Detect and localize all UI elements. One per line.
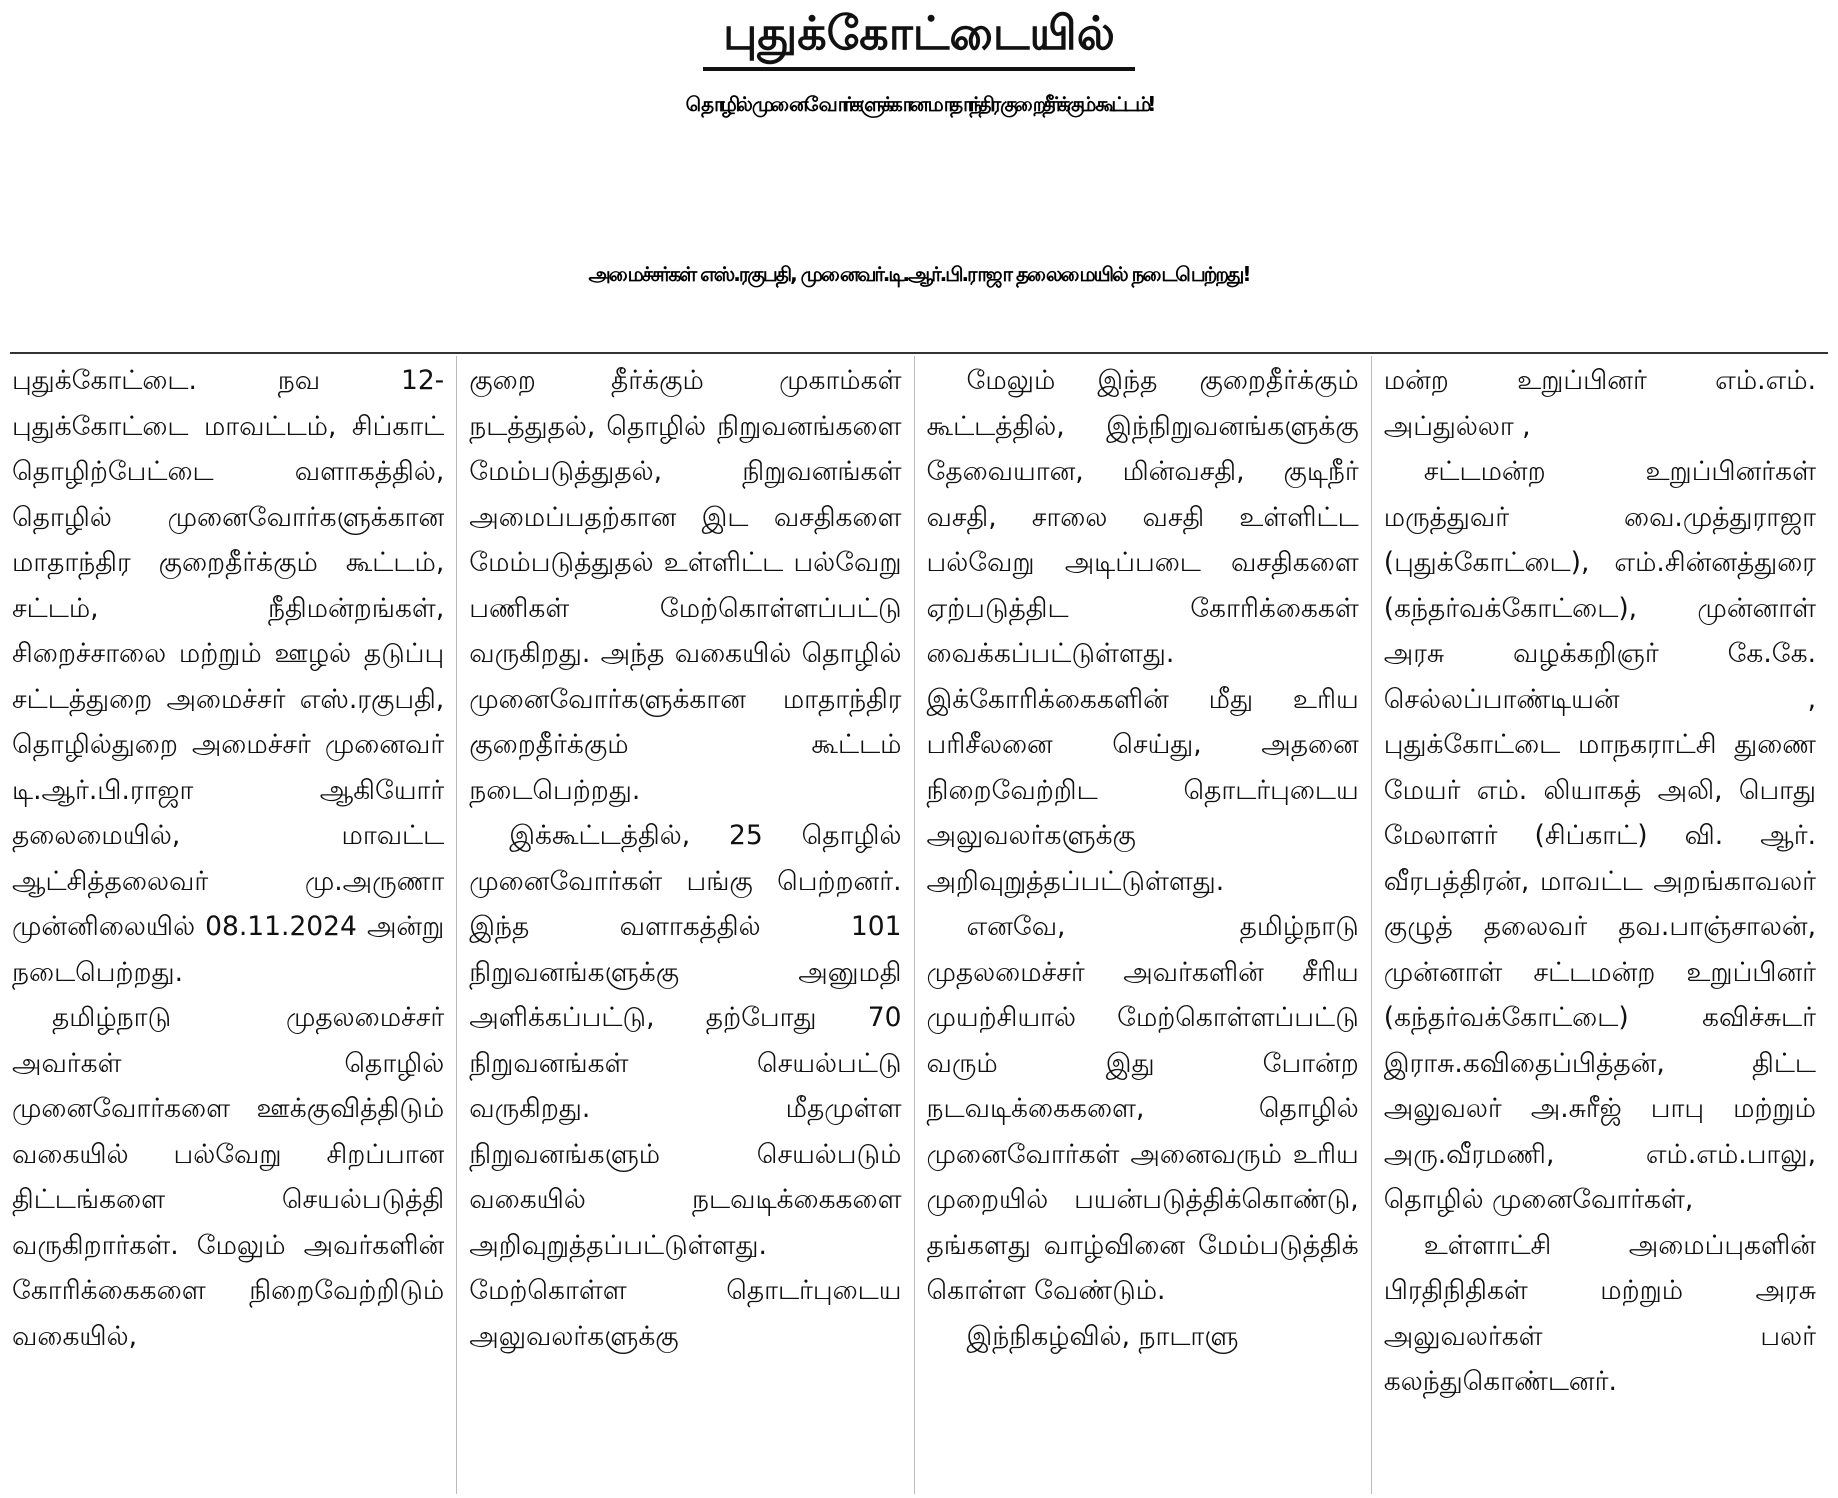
paragraph: உள்ளாட்சி அமைப்புகளின் பிரதிநிதிகள் மற்றும் அரசு அலுவலர்கள் பலர் கலந்துகொண்டனர். bbox=[1383, 1229, 1816, 1397]
paragraph: இந்நிகழ்வில், நாடாளு bbox=[966, 1320, 1239, 1352]
paragraph: மன்ற உறுப்பினர் எம்.எம். அப்துல்லா , bbox=[1383, 365, 1816, 442]
header-divider bbox=[10, 352, 1828, 354]
subheadline: அமைச்சர்கள் எஸ்.ரகுபதி, முனைவர்.டி.ஆர்.பி.ராஜா தலைமையில் நடைபெற்றது! bbox=[588, 262, 1250, 286]
column-1 bbox=[10, 356, 456, 1494]
headline: தொழில் முனைவோர்களுக்கான மாதாந்திர குறைதீர்க்கும் கூட்டம்! bbox=[685, 92, 1153, 116]
paragraph: புதுக்கோட்டை. நவ 12- புதுக்கோட்டை மாவட்டம், சிப்காட் தொழிற்பேட்டை வளாகத்தில், தொழில் முனைவோர்களுக்கான மாதாந்திர குறைதீர்க்கும் கூட்டம், சட்டம், நீதிமன்றங்கள், சிறைச்சாலை மற்றும் ஊழல் தடுப்பு சட்டத்துறை அமைச்சர் எஸ்.ரகுபதி, தொழில்துறை அமைச்சர் முனைவர் டி.ஆர்.பி.ராஜா ஆகியோர் தலைமையில், மாவட்ட ஆட்சித்தலைவர் மு.அருணா முன்னிலையில் 08.11.2024 அன்று நடைபெற்றது. bbox=[12, 365, 445, 988]
kicker: புதுக்கோட்டையில் bbox=[703, 6, 1135, 71]
paragraph: குறை தீர்க்கும் முகாம்கள் நடத்துதல், தொழில் நிறுவனங்களை மேம்படுத்துதல், நிறுவனங்கள் அமைப்பதற்கான இட வசதிகளை மேம்படுத்துதல் உள்ளிட்ட பல்வேறு பணிகள் மேற்கொள்ளப்பட்டு வருகிறது. அந்த வகையில் தொழில் முனைவோர்களுக்கான மாதாந்திர குறைதீர்க்கும் கூட்டம் நடைபெற்றது. bbox=[469, 365, 902, 806]
paragraph: இக்கூட்டத்தில், 25 தொழில் முனைவோர்கள் பங்கு பெற்றனர். இந்த வளாகத்தில் 101 நிறுவனங்களுக்கு அனுமதி அளிக்கப்பட்டு, தற்போது 70 நிறுவனங்கள் செயல்பட்டு வருகிறது. மீதமுள்ள நிறுவனங்களும் செயல்படும் வகையில் நடவடிக்கைகளை அறிவுறுத்தப்பட்டுள்ளது. மேற்கொள்ள தொடர்புடைய அலுவலர்களுக்கு bbox=[469, 820, 902, 1352]
paragraph: சட்டமன்ற உறுப்பினர்கள் மருத்துவர் வை.முத்துராஜா (புதுக்கோட்டை), எம்.சின்னத்துரை (கந்தர்வக்கோட்டை), முன்னாள் அரசு வழக்கறிஞர் கே.கே. செல்லப்பாண்டியன் , புதுக்கோட்டை மாநகராட்சி துணை மேயர் எம். லியாகத் அலி, பொது மேலாளர் (சிப்காட்) வி. ஆர். வீரபத்திரன், மாவட்ட அறங்காவலர் குழுத் தலைவர் தவ.பாஞ்சாலன், முன்னாள் சட்டமன்ற உறுப்பினர் (கந்தர்வக்கோட்டை) கவிச்சுடர் இராசு.கவிதைப்பித்தன், திட்ட அலுவலர் அ.சுரீஜ் பாபு மற்றும் அரு.வீரமணி, எம்.எம்.பாலு, தொழில் முனைவோர்கள், bbox=[1383, 456, 1816, 1215]
column-3 bbox=[914, 356, 1371, 1494]
paragraph: மேலும் இந்த குறைதீர்க்கும் கூட்டத்தில், இந்நிறுவனங்களுக்கு தேவையான, மின்வசதி, குடிநீர் வசதி, சாலை வசதி உள்ளிட்ட பல்வேறு அடிப்படை வசதிகளை ஏற்படுத்திட கோரிக்கைகள் வைக்கப்பட்டுள்ளது. இக்கோரிக்கைகளின் மீது உரிய பரிசீலனை செய்து, அதனை நிறைவேற்றிட தொடர்புடைய அலுவலர்களுக்கு அறிவுறுத்தப்பட்டுள்ளது. bbox=[926, 365, 1359, 897]
paragraph: எனவே, தமிழ்நாடு முதலமைச்சர் அவர்களின் சீரிய முயற்சியால் மேற்கொள்ளப்பட்டு வரும் இது போன்ற நடவடிக்கைகளை, தொழில் முனைவோர்கள் அனைவரும் உரிய முறையில் பயன்படுத்திக்கொண்டு, தங்களது வாழ்வினை மேம்படுத்திக் கொள்ள வேண்டும். bbox=[926, 911, 1359, 1306]
article-body bbox=[10, 356, 1828, 1494]
column-4 bbox=[1371, 356, 1828, 1494]
column-2 bbox=[456, 356, 913, 1494]
paragraph: தமிழ்நாடு முதலமைச்சர் அவர்கள் தொழில் முனைவோர்களை ஊக்குவித்திடும் வகையில் பல்வேறு சிறப்பான திட்டங்களை செயல்படுத்தி வருகிறார்கள். மேலும் அவர்களின் கோரிக்கைகளை நிறைவேற்றிடும் வகையில், bbox=[12, 1002, 445, 1352]
kicker-wrap bbox=[0, 6, 1838, 71]
